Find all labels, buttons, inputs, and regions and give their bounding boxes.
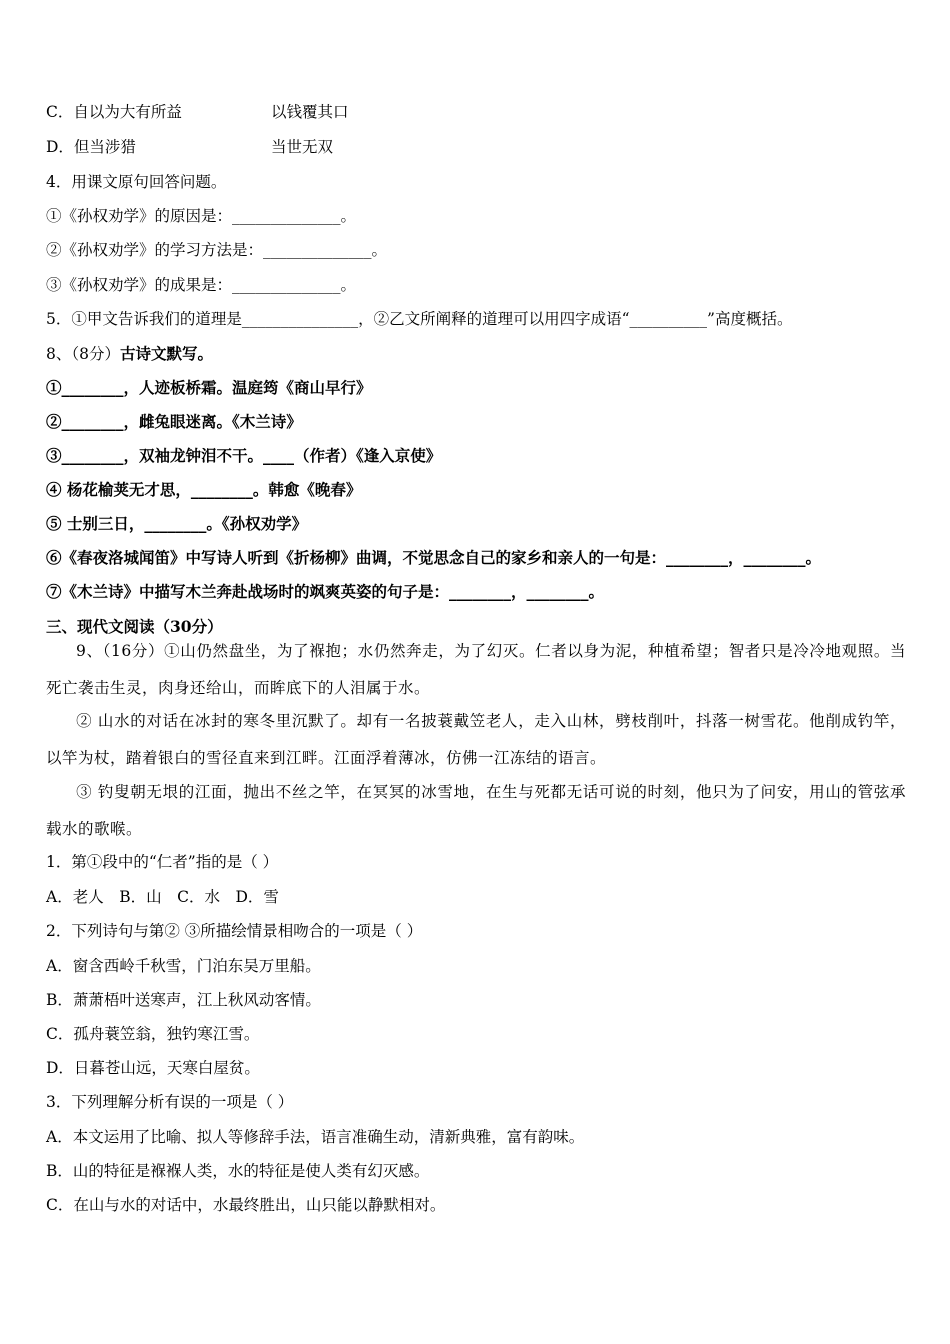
q4-item-2: ②《孙权劝学》的学习方法是：______________。 [46,241,388,259]
r-q3-option-c: C．在山与水的对话中，水最终胜出，山只能以静默相对。 [46,1196,446,1214]
q4-item-1: ①《孙权劝学》的原因是：______________。 [46,207,357,225]
option-d-right: 当世无双 [271,138,334,156]
passage-para-1 [46,633,906,707]
q8-item-1: ①________，人迹板桥霜。温庭筠《商山早行》 [46,378,372,397]
r-q2-stem: 2．下列诗句与第② ③所描绘情景相吻合的一项是（ ） [46,922,423,940]
option-d-left: D．但当涉猎 [46,138,136,156]
passage-para-3-text: ③ 钓叟朝无垠的江面，抛出不丝之竿，在冥冥的冰雪地，在生与死都无话可说的时刻，他只为了问安，用山的管弦承载水的歌喉。 [46,783,906,838]
q8-item-3: ③________，双袖龙钟泪不干。____（作者）《逢入京使》 [46,446,442,465]
option-c-left: C．自以为大有所益 [46,103,182,121]
q8-item-7: ⑦《木兰诗》中描写木兰奔赴战场时的飒爽英姿的句子是：________，________。 [46,582,605,601]
q5-text: 5．①甲文告诉我们的道理是_______________，②乙文所阐释的道理可以用四字成语“__________”高度概括。 [46,310,793,328]
q8-item-6: ⑥《春夜洛城闻笛》中写诗人听到《折杨柳》曲调，不觉思念自己的家乡和亲人的一句是：________，________。 [46,548,822,567]
r-q3-option-a: A．本文运用了比喻、拟人等修辞手法，语言准确生动，清新典雅，富有韵味。 [46,1128,585,1146]
r-q2-option-a: A．窗含西岭千秋雪，门泊东吴万里船。 [46,957,321,975]
r-q3-option-b: B．山的特征是褓褓人类，水的特征是使人类有幻灭感。 [46,1162,430,1180]
q8-item-5: ⑤ 士别三日，________。《孙权劝学》 [46,514,308,533]
q4-stem: 4．用课文原句回答问题。 [46,173,227,191]
option-c-row [46,102,349,122]
passage-para-1-text: 9、（16分）①山仍然盘坐，为了褓抱；水仍然奔走，为了幻灭。仁者以身为泥，种植希望；智者只是冷冷地观照。当死亡袭击生灵，肉身还给山，而眸底下的人泪属于水。 [46,642,906,697]
q4-item-3: ③《孙权劝学》的成果是：______________。 [46,276,357,294]
r-q1-stem: 1．第①段中的“仁者”指的是（ ） [46,853,279,871]
passage-para-2 [46,703,906,777]
q8-stem-title: 古诗文默写。 [119,344,213,363]
option-d-row [46,137,334,157]
passage-para-2-text: ② 山水的对话在冰封的寒冬里沉默了。却有一名披蓑戴笠老人，走入山林，劈枝削叶，抖落一树雪花。他削成钓竿，以竿为杖，踏着银白的雪径直来到江畔。江面浮着薄冰，仿佛一江冻结的语言。 [46,712,906,767]
q8-item-4: ④ 杨花榆荚无才思，________。韩愈《晚春》 [46,480,362,499]
r-q2-option-d: D．日暮苍山远，天寒白屋贫。 [46,1059,260,1077]
r-q3-stem: 3．下列理解分析有误的一项是（ ） [46,1093,294,1111]
passage-para-3 [46,774,906,848]
q8-stem-prefix: 8、（8分） [46,345,120,363]
q8-item-2: ②________，雌兔眼迷离。《木兰诗》 [46,412,302,431]
q8-stem [46,344,213,364]
r-q2-option-b: B．萧萧梧叶送寒声，江上秋风动客情。 [46,991,321,1009]
option-c-right: 以钱覆其口 [271,103,349,121]
r-q1-options: A．老人 B．山 C．水 D．雪 [46,888,279,906]
r-q2-option-c: C．孤舟蓑笠翁，独钓寒江雪。 [46,1025,260,1043]
section3-heading: 三、现代文阅读（30分） [46,617,223,636]
